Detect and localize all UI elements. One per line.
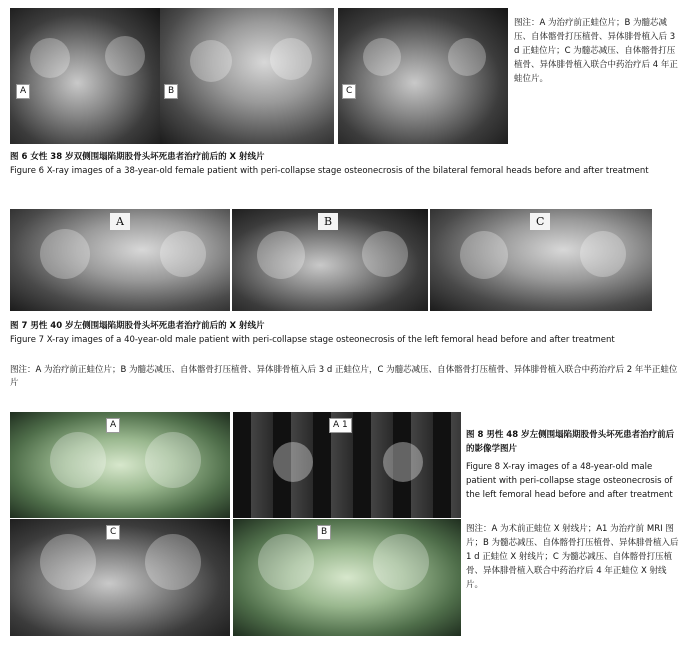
fig8-image-c [10,519,230,636]
fig8-image-a [10,412,230,518]
fig8-caption-cn: 图 8 男性 48 岁左侧围塌陷期股骨头坏死患者治疗前后的影像学图片 [466,430,675,454]
fig6-label-c: C [342,84,356,99]
fig6-label-b: B [164,84,178,99]
fig6-image-a [10,8,160,144]
fig8-label-c: C [106,525,120,540]
fig6-caption-cn: 图 6 女性 38 岁双侧围塌陷期股骨头坏死患者治疗前后的 X 射线片 [10,152,265,162]
fig7-image-b [232,209,428,311]
fig7-label-a: A [110,213,130,230]
fig6-note: 图注：A 为治疗前正蛙位片；B 为髓芯减压、自体髂骨打压植骨、异体腓骨植入后 3 d 正蛙位片；C 为髓芯减压、自体髂骨打压植骨、异体腓骨植入联合中药治疗后 4 年正蛙位片。 [514,18,678,84]
fig8-label-b: B [317,525,331,540]
fig7-note: 图注：A 为治疗前正蛙位片；B 为髓芯减压、自体髂骨打压植骨、异体腓骨植入后 3 d 正蛙位片，C 为髓芯减压、自体髂骨打压植骨、异体腓骨植入联合中药治疗后 2 年半正蛙位片 [10,365,678,388]
fig8-note: 图注：A 为术前正蛙位 X 射线片；A1 为治疗前 MRI 图片；B 为髓芯减压、自体髂骨打压植骨、异体腓骨植入后 1 d 正蛙位 X 射线片；C 为髓芯减压、自体髂骨打压植骨、异体腓骨植入联合中药治疗后 4 年正蛙位 X 射线片。 [466,524,679,590]
fig8-image-b [233,519,461,636]
fig8-caption-en: Figure 8 X-ray images of a 48-year-old male patient with peri-collapse stage osteonecrosis of the left femoral head before and after treatment [466,462,673,500]
fig7-caption-cn: 图 7 男性 40 岁左侧围塌陷期股骨头坏死患者治疗前后的 X 射线片 [10,321,265,331]
fig8-image-a1 [233,412,461,518]
fig7-label-c: C [530,213,550,230]
fig6-image-b [160,8,334,144]
fig6-image-c [338,8,508,144]
fig7-image-a [10,209,230,311]
fig7-label-b: B [318,213,338,230]
fig6-label-a: A [16,84,30,99]
fig7-caption-en: Figure 7 X-ray images of a 40-year-old male patient with peri-collapse stage osteonecrosis of the left femoral head before and after treatment [10,335,615,345]
fig7-image-c [430,209,652,311]
fig6-caption-en: Figure 6 X-ray images of a 38-year-old female patient with peri-collapse stage osteonecrosis of the bilateral femoral heads before and after treatment [10,166,649,176]
fig8-label-a: A [106,418,120,433]
fig8-label-a1: A 1 [329,418,352,433]
